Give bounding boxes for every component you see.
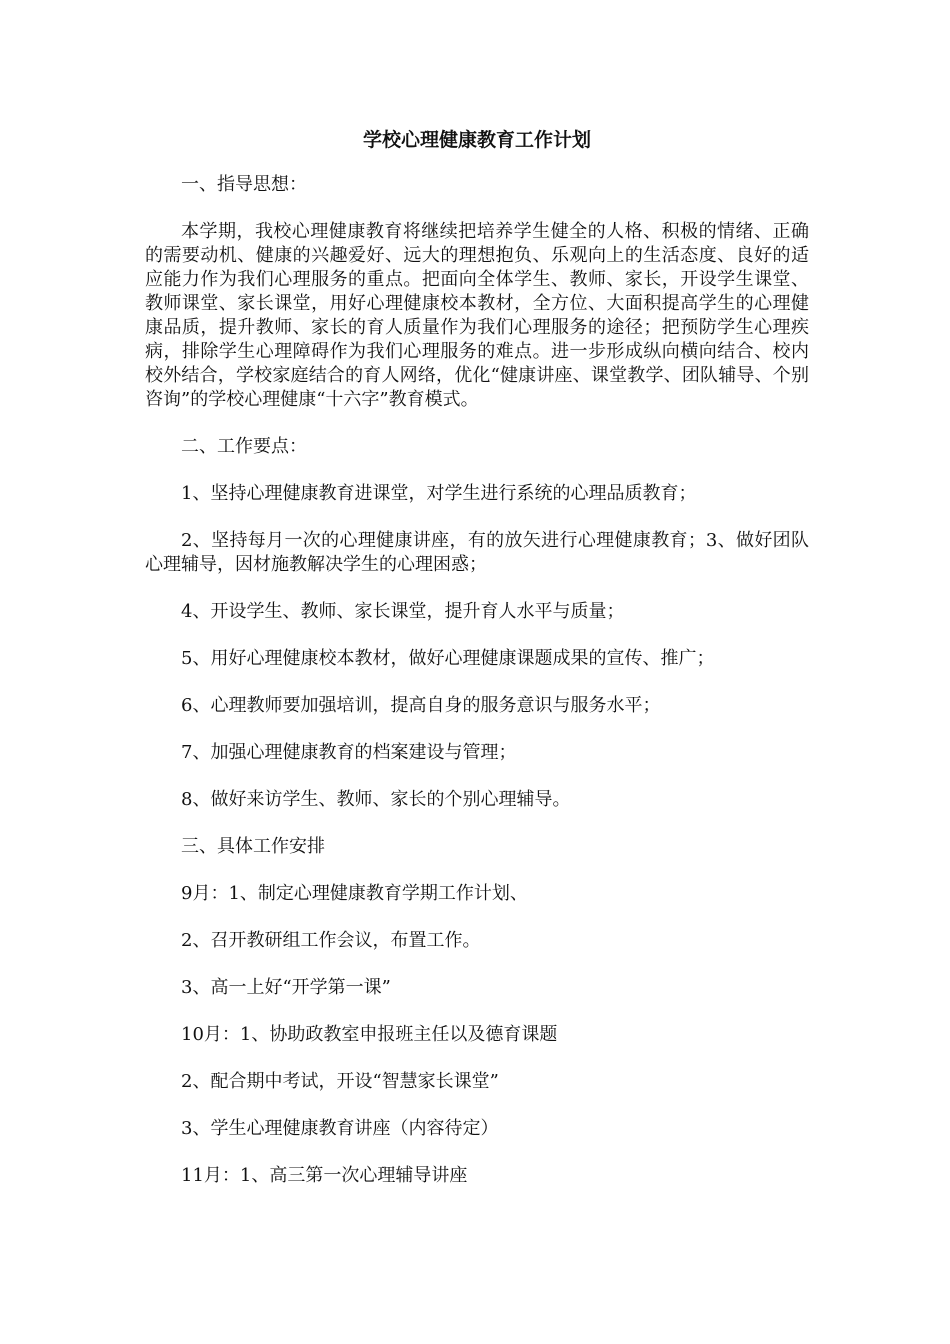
schedule-item: 9月：1、制定心理健康教育学期工作计划、 [181,883,528,904]
list-item: 6、心理教师要加强培训，提高自身的服务意识与服务水平； [181,695,661,716]
schedule-item: 2、召开教研组工作会议，布置工作。 [181,930,481,951]
list-item: 4、开设学生、教师、家长课堂，提升育人水平与质量； [181,601,625,622]
list-item: 8、做好来访学生、教师、家长的个别心理辅导。 [181,789,571,810]
document-page [145,126,809,1211]
list-item: 7、加强心理健康教育的档案建设与管理； [181,742,517,763]
heading-schedule: 三、具体工作安排 [181,836,325,857]
document-title: 学校心理健康教育工作计划 [362,129,591,151]
schedule-item: 11月：1、高三第一次心理辅导讲座 [181,1165,468,1186]
schedule-item: 10月：1、协助政教室申报班主任以及德育课题 [181,1024,558,1045]
body-paragraph: 本学期，我校心理健康教育将继续把培养学生健全的人格、积极的情绪、正确的需要动机、健康的兴趣爱好、远大的理想抱负、乐观向上的生活态度、良好的适应能力作为我们心理服务的重点。把面向全体学生、教师、家长，开设学生课堂、教师课堂、家长课堂，用好心理健康校本教材，全方位、大面积提高学生的心理健康品质，提升教师、家长的育人质量作为我们心理服务的途径；把预防学生心理疾病，排除学生心理障碍作为我们心理服务的难点。进一步形成纵向横向结合、校内校外结合，学校家庭结合的育人网络，优化“健康讲座、课堂教学、团队辅导、个别咨询”的学校心理健康“十六字”教育模式。 [145,221,809,410]
heading-work-points: 二、工作要点： [181,436,307,457]
schedule-item: 3、高一上好“开学第一课” [181,977,391,998]
heading-guiding-ideology: 一、指导思想： [181,174,307,195]
list-item: 2、坚持每月一次的心理健康讲座，有的放矢进行心理健康教育；3、做好团队心理辅导，因材施教解决学生的心理困惑； [145,530,809,575]
list-item: 1、坚持心理健康教育进课堂，对学生进行系统的心理品质教育； [181,483,697,504]
list-item: 5、用好心理健康校本教材，做好心理健康课题成果的宣传、推广； [181,648,715,669]
schedule-item: 2、配合期中考试，开设“智慧家长课堂” [181,1071,499,1092]
schedule-item: 3、学生心理健康教育讲座（内容待定） [181,1118,499,1139]
